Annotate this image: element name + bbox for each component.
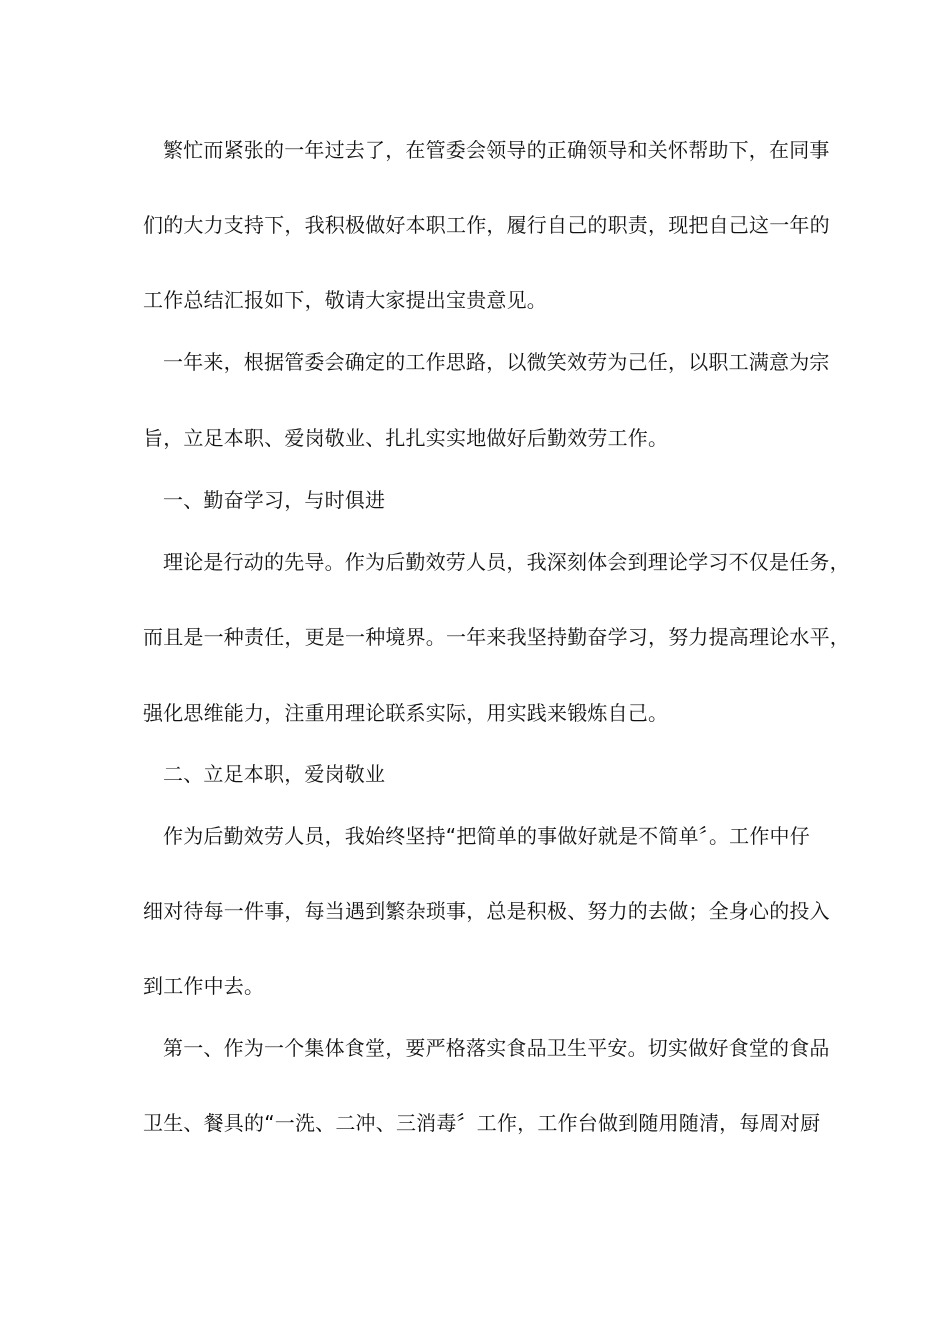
section-heading: 一、勤奋学习，与时俱进: [163, 488, 386, 512]
paragraph-line: 理论是行动的先导。作为后勤效劳人员，我深刻体会到理论学习不仅是任务，: [163, 550, 850, 574]
paragraph-line: 第一、作为一个集体食堂，要严格落实食品卫生平安。切实做好食堂的食品: [163, 1036, 830, 1060]
paragraph-line: 到工作中去。: [143, 974, 265, 998]
paragraph-line: 旨，立足本职、爱岗敬业、扎扎实实地做好后勤效劳工作。: [143, 426, 669, 450]
paragraph-line: 工作总结汇报如下，敬请大家提出宝贵意见。: [143, 288, 547, 312]
paragraph-line: 一年来，根据管委会确定的工作思路，以微笑效劳为己任，以职工满意为宗: [163, 350, 830, 374]
paragraph-line: 细对待每一件事，每当遇到繁杂琐事，总是积极、努力的去做；全身心的投入: [143, 899, 830, 923]
paragraph-line: 作为后勤效劳人员，我始终坚持“把简单的事做好就是不简单〞。工作中仔: [163, 824, 810, 848]
paragraph-line: 繁忙而紧张的一年过去了，在管委会领导的正确领导和关怀帮助下，在同事: [163, 138, 830, 162]
section-heading: 二、立足本职，爱岗敬业: [163, 762, 386, 786]
paragraph-line: 而且是一种责任，更是一种境界。一年来我坚持勤奋学习，努力提高理论水平，: [143, 625, 850, 649]
paragraph-line: 强化思维能力，注重用理论联系实际，用实践来锻炼自己。: [143, 701, 669, 725]
paragraph-line: 们的大力支持下，我积极做好本职工作，履行自己的职责，现把自己这一年的: [143, 213, 830, 237]
paragraph-line: 卫生、餐具的“一洗、二冲、三消毒〞工作，工作台做到随用随清，每周对厨: [143, 1111, 821, 1135]
